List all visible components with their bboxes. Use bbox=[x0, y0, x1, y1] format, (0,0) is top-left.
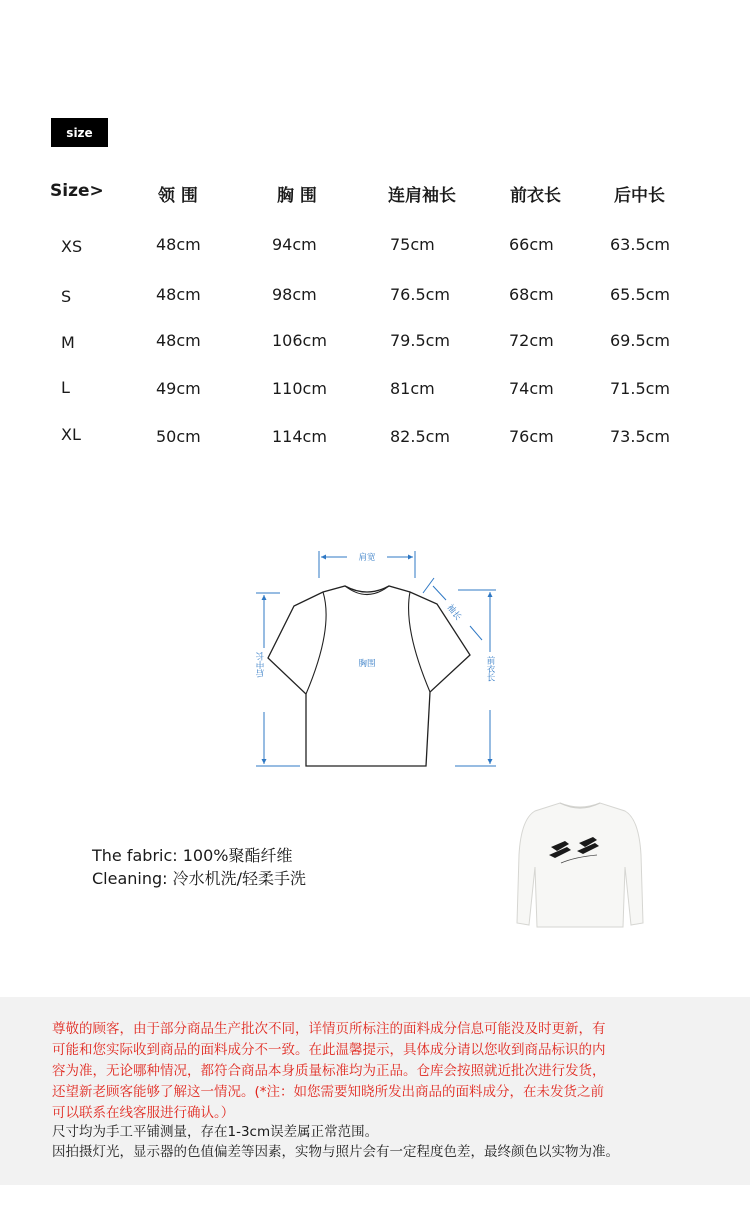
tshirt-outline bbox=[268, 586, 470, 766]
cleaning-instructions: Cleaning: 冷水机洗/轻柔手洗 bbox=[92, 869, 307, 888]
fabric-composition: The fabric: 100%聚酯纤维 bbox=[92, 846, 293, 865]
header-neck: 领 围 bbox=[158, 186, 198, 206]
neck-value: 48cm bbox=[156, 235, 201, 254]
shoulder-label: 肩宽 bbox=[358, 553, 376, 563]
chest-value: 98cm bbox=[272, 285, 317, 304]
chest-value: 94cm bbox=[272, 235, 317, 254]
front-length-value: 76cm bbox=[509, 427, 554, 446]
header-front-length: 前衣长 bbox=[510, 186, 561, 206]
size-label: XL bbox=[61, 425, 81, 444]
back-length-value: 65.5cm bbox=[610, 285, 671, 304]
back-length-label: 后中长 bbox=[256, 652, 266, 678]
sleeve-value: 82.5cm bbox=[390, 427, 451, 446]
front-length-value: 68cm bbox=[509, 285, 554, 304]
header-size: Size> bbox=[50, 181, 104, 201]
back-length-value: 63.5cm bbox=[610, 235, 671, 254]
notice-line: 容为准，无论哪种情况，都符合商品本身质量标准均为正品。仓库会按照就近批次进行发货， bbox=[52, 1063, 606, 1079]
notice-line: 可以联系在线客服进行确认。） bbox=[52, 1105, 235, 1121]
color-note: 因拍摄灯光，显示器的色值偏差等因素，实物与照片会有一定程度色差，最终颜色以实物为准。 bbox=[52, 1144, 619, 1160]
neck-value: 48cm bbox=[156, 285, 201, 304]
header-sleeve-length: 连肩袖长 bbox=[388, 186, 456, 206]
tshirt-measurement-diagram bbox=[240, 540, 510, 780]
chest-value: 110cm bbox=[272, 379, 327, 398]
size-label: L bbox=[61, 378, 70, 397]
size-label: S bbox=[61, 287, 72, 306]
front-length-value: 72cm bbox=[509, 331, 554, 350]
back-length-value: 71.5cm bbox=[610, 379, 671, 398]
front-length-label: 前衣长 bbox=[485, 656, 495, 682]
measurement-note: 尺寸均为手工平铺测量，存在1-3cm误差属正常范围。 bbox=[52, 1124, 379, 1140]
neck-value: 49cm bbox=[156, 379, 201, 398]
notice-line: 可能和您实际收到商品的面料成分不一致。在此温馨提示，具体成分请以您收到商品标识的内 bbox=[52, 1042, 606, 1058]
sleeve-value: 79.5cm bbox=[390, 331, 451, 350]
neck-value: 48cm bbox=[156, 331, 201, 350]
size-label: XS bbox=[61, 237, 83, 256]
size-label: M bbox=[61, 333, 75, 352]
chest-value: 114cm bbox=[272, 427, 327, 446]
header-back-length: 后中长 bbox=[614, 186, 665, 206]
header-chest: 胸 围 bbox=[277, 186, 317, 206]
chest-value: 106cm bbox=[272, 331, 327, 350]
notice-line: 尊敬的顾客，由于部分商品生产批次不同，详情页所标注的面料成分信息可能没及时更新，有 bbox=[52, 1021, 606, 1037]
chest-label: 胸围 bbox=[358, 659, 376, 669]
neck-value: 50cm bbox=[156, 427, 201, 446]
sleeve-value: 76.5cm bbox=[390, 285, 451, 304]
product-image bbox=[505, 795, 655, 940]
front-length-value: 66cm bbox=[509, 235, 554, 254]
notice-panel bbox=[0, 997, 750, 1185]
sleeve-value: 75cm bbox=[390, 235, 435, 254]
notice-line: 还望新老顾客能够了解这一情况。(*注：如您需要知晓所发出商品的面料成分，在未发货之前 bbox=[52, 1084, 605, 1100]
size-tag: size bbox=[51, 118, 108, 147]
back-length-value: 73.5cm bbox=[610, 427, 671, 446]
sleeve-label: 袖长 bbox=[444, 602, 463, 623]
sleeve-value: 81cm bbox=[390, 379, 435, 398]
back-length-value: 69.5cm bbox=[610, 331, 671, 350]
front-length-value: 74cm bbox=[509, 379, 554, 398]
